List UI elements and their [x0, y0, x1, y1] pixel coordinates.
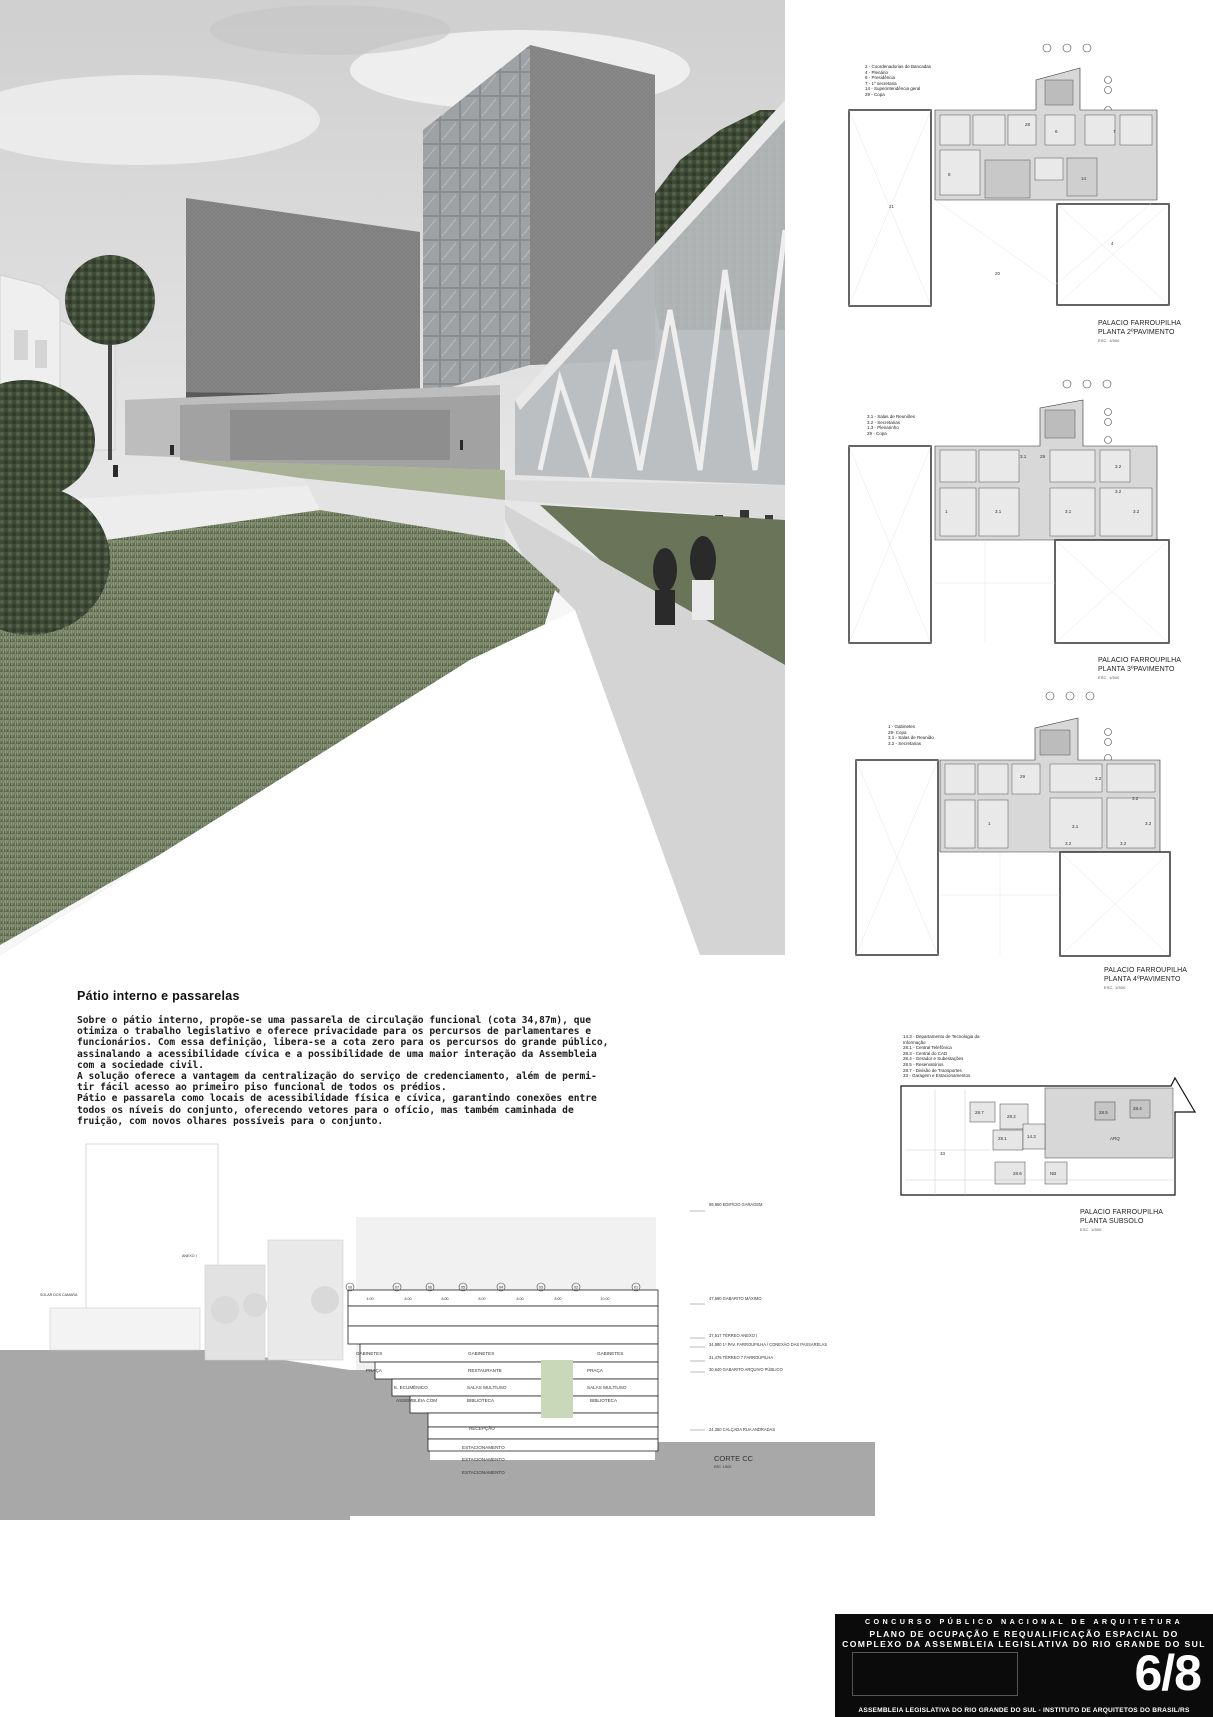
room-label: 3.2 — [1133, 509, 1140, 514]
description-line: tir fácil acesso ao primeiro piso funcional de todos os prédios. — [77, 1082, 447, 1094]
legend-item: 29 - Copa — [867, 430, 887, 436]
section-room-label: PRAÇA — [587, 1368, 603, 1373]
legend-item: 4 - Plenário — [865, 69, 889, 75]
legend-item: 28.3 - Central do CAD — [903, 1050, 948, 1056]
room-label: 3.2 — [1115, 489, 1122, 494]
axis-label: 05 — [461, 1285, 465, 1290]
section-room-label: GABINETES — [468, 1351, 495, 1356]
span-label: 10.00 — [600, 1297, 610, 1301]
room-label: 14.3 — [1027, 1134, 1036, 1139]
section-room-label: GABINETES — [597, 1351, 624, 1356]
description-line: fruição, com novos olhares possíveis para o conjunto. — [77, 1115, 384, 1127]
description-line: A solução oferece a vantagem da centralização do serviço de credenciamento, além de permi- — [77, 1071, 597, 1083]
section-room-label: BIBLIOTECA — [590, 1398, 618, 1403]
level-label: 47,590 GABARITO MÁXIMO — [709, 1296, 762, 1301]
organizers-footer: ASSEMBLEIA LEGISLATIVA DO RIO GRANDE DO SUL - INSTITUTO DE ARQUITETOS DO BRASIL/RS — [858, 1707, 1190, 1714]
section-neighbour-buildings — [50, 1240, 343, 1360]
room-label: 3.1 — [995, 509, 1002, 514]
section-room-label: ESTACIONAMENTO — [462, 1470, 505, 1475]
room-label: 29 — [1040, 454, 1046, 459]
room-label: 33 — [940, 1151, 946, 1156]
plan-scale: ESC. 1/500 — [1080, 1227, 1102, 1232]
legend-item: 2 - Coordenadorias de Bancadas — [865, 64, 932, 69]
plan-building-name: PALACIO FARROUPILHA — [1104, 967, 1188, 974]
section-level-markers — [690, 1211, 705, 1430]
section-scale: ESC. 1/500 — [714, 1465, 732, 1469]
description-line: funcionários. Com essa definição, libera-se a cota zero para os percursos do grande público, — [77, 1037, 609, 1049]
plan-floor-name: PLANTA 3ºPAVIMENTO — [1098, 666, 1175, 673]
level-label: 31,475 TÉRREO 7 FARROUPILHA — [709, 1355, 774, 1360]
level-label: 30,640 GABARITO ARQUIVO PÚBLICO — [709, 1367, 783, 1372]
description-line: assinalando a acessibilidade cívica e a possibilidade de uma maior interação da Assembleia — [77, 1048, 597, 1060]
room-label: 20 — [995, 271, 1001, 276]
legend-item: 3.2 - Secretarias — [888, 740, 922, 746]
level-label: 37,517 TÉRREO ANEXO I — [709, 1333, 758, 1338]
room-label: 3.2 — [1145, 821, 1152, 826]
description-text-block — [77, 989, 677, 1127]
section-room-label: E. ECUMÊNICO — [394, 1385, 428, 1390]
description-line: todos os níveis do conjunto, oferecendo vetores para o ofício, mas também caminhada de — [77, 1104, 574, 1116]
plan-building-name: PALACIO FARROUPILHA — [1098, 657, 1182, 664]
legend-item: 3.1 - Salas de Reuniões — [867, 414, 916, 419]
section-room-label: RECEPÇÃO — [469, 1426, 495, 1431]
legend-item: 28.7 - Divisão de Transportes — [903, 1067, 962, 1073]
room-label: 3.2 — [1132, 796, 1139, 801]
title-block-empty-box — [852, 1652, 1018, 1696]
competition-title: CONCURSO PÚBLICO NACIONAL DE ARQUITETURA — [864, 1617, 1184, 1626]
room-label: 4 — [1111, 241, 1114, 246]
span-label: 8.00 — [478, 1297, 486, 1301]
axis-label: 06 — [428, 1285, 432, 1290]
plan-legend — [865, 64, 931, 98]
legend-item: 14 - Superintendência geral — [865, 86, 921, 92]
legend-item: 6 - Presidência — [865, 75, 896, 81]
legend-item: 3.2 - Secretarias — [867, 419, 901, 425]
room-label: 1 — [945, 509, 948, 514]
room-label: 29 — [1020, 774, 1026, 779]
room-label: 7 — [1113, 129, 1116, 134]
span-label: 8.00 — [404, 1297, 412, 1301]
legend-item: 7 - 1º secretaria — [865, 80, 897, 86]
room-label: 8 — [948, 172, 951, 177]
room-label: NB — [1050, 1171, 1057, 1176]
legend-item: 29- Copa — [888, 729, 907, 735]
plan-caption — [1098, 319, 1181, 344]
building-label: ANEXO I — [182, 1254, 197, 1258]
room-label: 28.2 — [1007, 1114, 1016, 1119]
room-label: 28.6 — [1013, 1171, 1022, 1176]
plan-room-grid — [1045, 1088, 1173, 1158]
section-room-label: SALAS MULTIUSO — [467, 1385, 507, 1390]
room-label: 3.2 — [1065, 841, 1072, 846]
plan-building-name: PALACIO FARROUPILHA — [1098, 320, 1182, 327]
section-room-label: ESTACIONAMENTO — [462, 1457, 505, 1462]
room-label: 3.2 — [1120, 841, 1127, 846]
section-room-label: GABINETES — [356, 1351, 383, 1356]
legend-item: 1 - Gabinetes — [888, 724, 916, 729]
section-heading: Pátio interno e passarelas — [77, 989, 240, 1003]
section-room-label: RESTAURANTE — [468, 1368, 502, 1373]
section-drawing-cc — [0, 1140, 880, 1520]
plan-caption — [1080, 1208, 1163, 1233]
axis-label: 02 — [574, 1285, 578, 1290]
plan-scale: ESC. 1/500 — [1098, 675, 1120, 680]
room-label: 1 — [988, 821, 991, 826]
axis-label: 08 — [348, 1285, 352, 1290]
span-label: 8.00 — [554, 1297, 562, 1301]
span-label: 8.00 — [441, 1297, 449, 1301]
span-label: 4.00 — [366, 1297, 374, 1301]
level-label: 69,950 EDIFÍCIO GARAGEM — [709, 1202, 763, 1207]
axis-label: 07 — [395, 1285, 399, 1290]
room-label: 28.5 — [1099, 1110, 1108, 1115]
description-line: otimiza o trabalho legislativo e oferece privacidade para os percursos de parlamentares e — [77, 1026, 592, 1038]
legend-item: 1.3 - Plenarinho — [867, 425, 899, 431]
plan-scale: ESC. 1/500 — [1098, 338, 1120, 343]
room-label: 28.1 — [998, 1136, 1007, 1141]
plan-floor-name: PLANTA 4ºPAVIMENTO — [1104, 976, 1181, 983]
section-green-shaft — [541, 1360, 573, 1418]
legend-item: Informação — [903, 1039, 926, 1045]
plan-scale: ESC. 1/500 — [1104, 985, 1126, 990]
room-label: ARQ — [1110, 1136, 1120, 1141]
description-body — [77, 1015, 677, 1127]
plan-legend — [867, 414, 915, 436]
plan-floor-name: PLANTA SUBSOLO — [1080, 1218, 1144, 1225]
legend-item: 28.5 - Reservatórios — [903, 1061, 944, 1067]
room-label: 3.2 — [1095, 776, 1102, 781]
axis-label: 01 — [634, 1285, 638, 1290]
floor-plan-basement — [895, 1030, 1205, 1240]
legend-item: 28.1 - Central Telefônica — [903, 1045, 952, 1051]
room-label: 28.7 — [975, 1110, 984, 1115]
legend-item: 3.1 - Salas de Reunião — [888, 735, 934, 741]
project-title-line: PLANO DE OCUPAÇÃO E REQUALIFICAÇÃO ESPACIAL DO — [869, 1629, 1179, 1639]
plan-floor-name: PLANTA 2ºPAVIMENTO — [1098, 329, 1175, 336]
span-label: 8.00 — [516, 1297, 524, 1301]
legend-item: 14.3 - Departamento de Tecnologia da — [903, 1034, 980, 1039]
room-label: 3.1 — [1065, 509, 1072, 514]
room-label: 14 — [1081, 176, 1087, 181]
axis-label: 03 — [539, 1285, 543, 1290]
room-label: 3.1 — [1072, 824, 1079, 829]
description-line: Pátio e passarela como locais de acessibilidade física e cívica, garantindo conexões entre — [77, 1093, 597, 1105]
section-room-label: ESTACIONAMENTO — [462, 1445, 505, 1450]
plan-caption — [1104, 966, 1187, 991]
section-ground — [0, 1370, 430, 1516]
level-label: 34,880 1º PAV. FARROUPILHA / CONEXÃO DAS PASSARELAS — [709, 1342, 828, 1347]
level-label: 24,350 CALÇADA RUA ANDRADAS — [709, 1427, 775, 1432]
description-line: Sobre o pátio interno, propõe-se uma passarela de circulação funcional (cota 34,87m), que — [77, 1015, 592, 1026]
plan-legend — [903, 1034, 979, 1079]
section-room-label: PRAÇA — [366, 1368, 382, 1373]
floor-plan-2nd — [845, 40, 1185, 343]
page-number: 6/8 — [1134, 1645, 1201, 1701]
section-room-label: SALAS MULTIUSO — [587, 1385, 627, 1390]
room-label: 3.1 — [1020, 454, 1027, 459]
legend-item: 33 - Garagem e Estacionamentos — [903, 1073, 971, 1079]
section-ground — [420, 1442, 875, 1516]
plan-caption — [1098, 656, 1181, 681]
room-label: 21 — [889, 204, 895, 209]
axis-label: 04 — [499, 1285, 503, 1290]
description-line: com a sociedade civil. — [77, 1059, 205, 1071]
plan-legend — [888, 724, 934, 746]
legend-item: 28.4 - Gerador e Subestações — [903, 1056, 964, 1062]
room-label: 28 — [1025, 122, 1031, 127]
legend-item: 29 - Copa — [865, 91, 885, 97]
plan-building-name: PALACIO FARROUPILHA — [1080, 1209, 1164, 1216]
project-title-line: COMPLEXO DA ASSEMBLEIA LEGISLATIVA DO RIO GRANDE DO SUL — [842, 1639, 1206, 1649]
room-label: 3.2 — [1115, 464, 1122, 469]
section-room-label: ASSEMBLÉIA.COM — [396, 1398, 438, 1403]
building-label: SOLAR DOS CAMARA — [40, 1293, 78, 1297]
section-room-label: BIBLIOTECA — [467, 1398, 495, 1403]
floor-plan-3rd — [845, 378, 1185, 678]
room-label: 28.4 — [1133, 1106, 1142, 1111]
room-label: 6 — [1055, 129, 1058, 134]
floor-plan-4th — [850, 690, 1190, 990]
title-block — [835, 1614, 1213, 1717]
hero-render-image — [0, 0, 785, 955]
section-title: CORTE CC — [714, 1454, 754, 1463]
